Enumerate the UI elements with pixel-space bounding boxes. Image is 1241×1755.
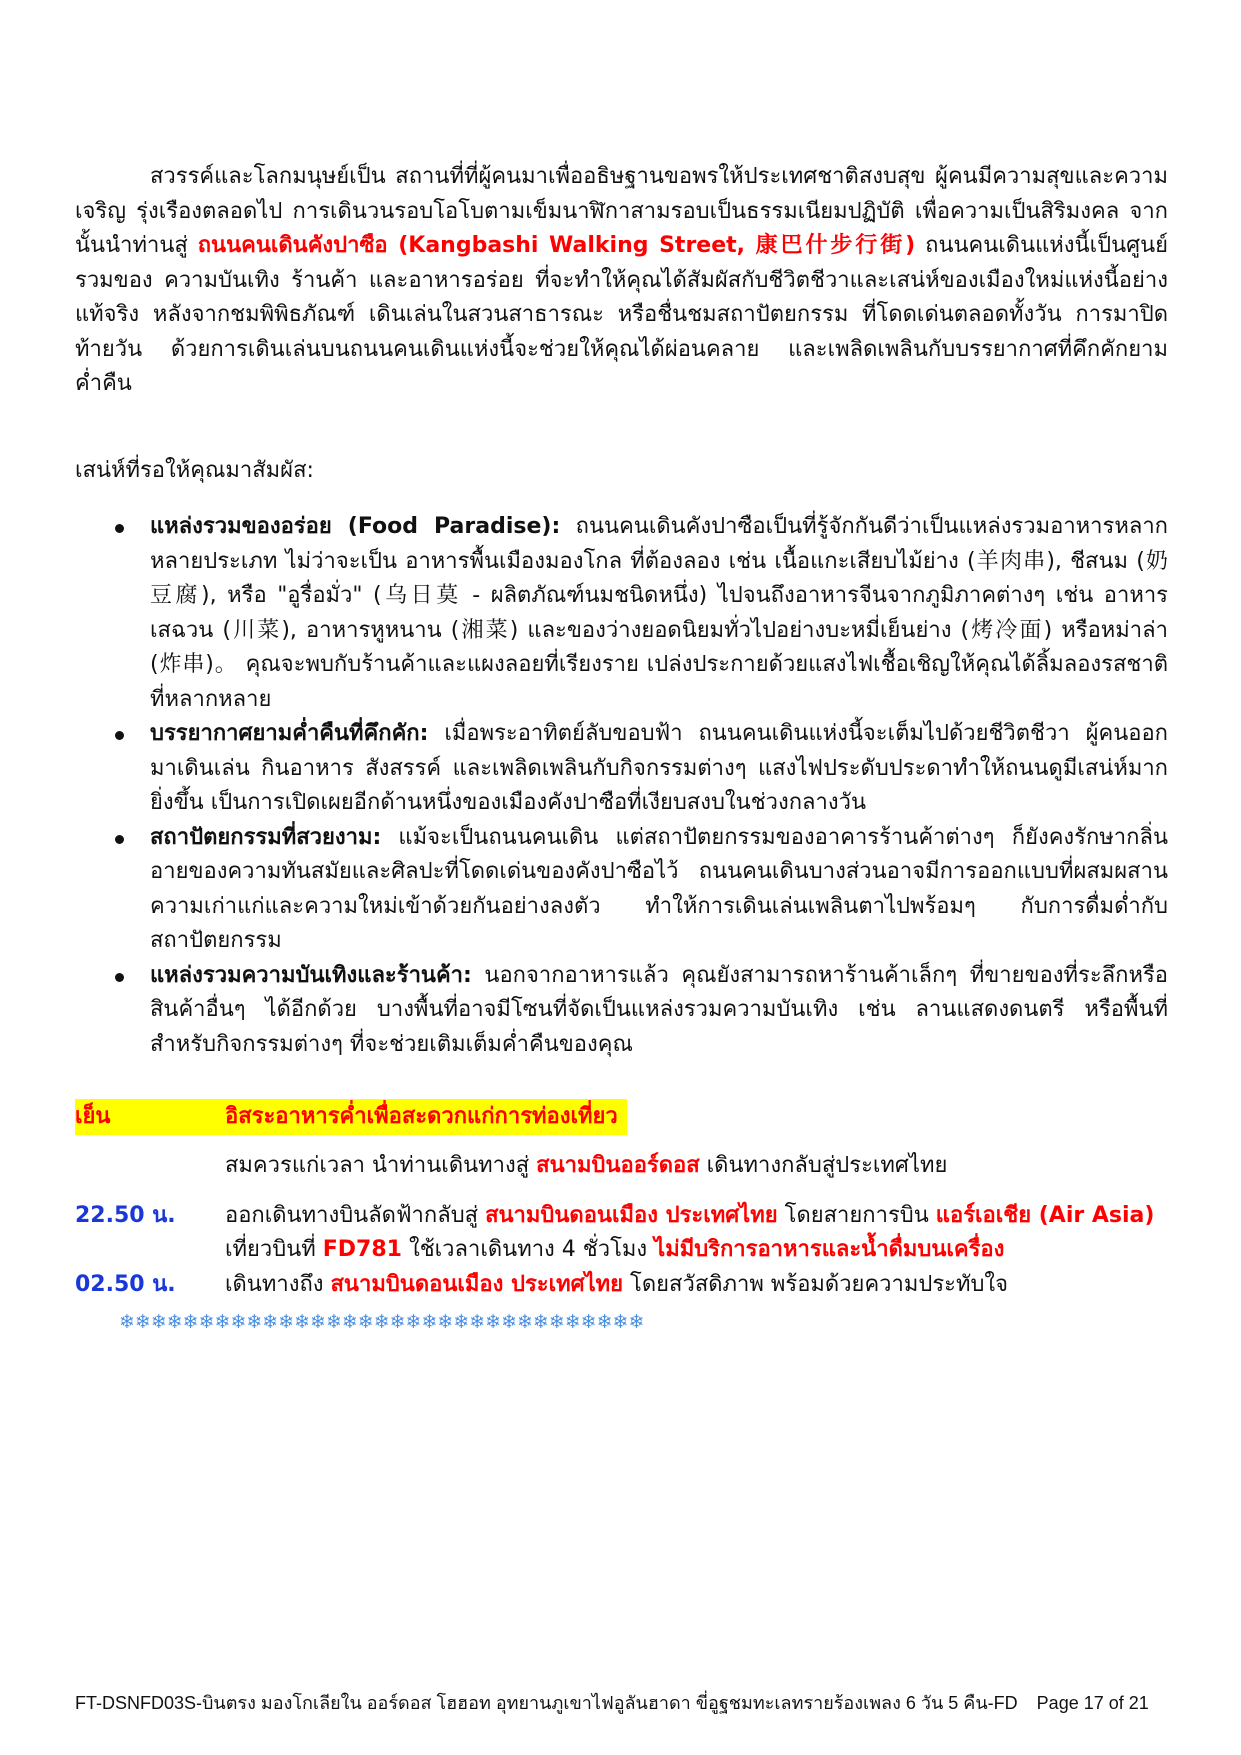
list-item	[75, 959, 1168, 1063]
departure-time: 22.50 น.	[75, 1203, 176, 1228]
no-meal-note: ไม่มีบริการอาหารและน้ำดื่มบนเครื่อง	[654, 1237, 1005, 1262]
departure-text: ออกเดินทางบินลัดฟ้ากลับสู่ สนามบินดอนเมือง ประเทศไทย โดยสายการบิน แอร์เอเชีย (Air Asia) เที่ยวบินที่ FD781 ใช้เวลาเดินทาง 4 ชั่วโมง ไม่มีบริการอาหารและน้ำดื่มบนเครื่อง	[225, 1203, 1155, 1262]
list-item	[75, 510, 1168, 717]
bullet-title: แหล่งรวมของอร่อย (Food Paradise):	[150, 514, 561, 539]
bullet-text: แม้จะเป็นถนนคนเดิน แต่สถาปัตยกรรมของอาคารร้านค้าต่างๆ ก็ยังคงรักษากลิ่นอายของความทันสมัยและศิลปะที่โดดเด่นของคังปาซือไว้ ถนนคนเดินบางส่วนอาจมีการออกแบบที่ผสมผสานความเก่าแก่และความใหม่เข้าด้วยกันอย่างลงตัว ทำให้การเดินเล่นเพลินตาไปพร้อมๆ กับการดื่มด่ำกับสถาปัตยกรรม	[150, 824, 1168, 953]
intro-paragraph	[75, 160, 1168, 402]
bullet-title: บรรยากาศยามค่ำคืนที่คึกคัก:	[150, 721, 429, 746]
bullet-text: เมื่อพระอาทิตย์ลับขอบฟ้า ถนนคนเดินแห่งนี้จะเต็มไปด้วยชีวิตชีวา ผู้คนออกมาเดินเล่น กินอาหาร สังสรรค์ และเพลิดเพลินกับกิจกรรมต่างๆ แสงไฟประดับประดาทำให้ถนนดูมีเสน่ห์มากยิ่งขึ้น เป็นการเปิดเผยอีกด้านหนึ่งของเมืองคังปาซือที่เงียบสงบในช่วงกลางวัน	[150, 721, 1168, 815]
page-number: Page 17 of 21	[1036, 1693, 1149, 1713]
flight-number: FD781	[322, 1237, 402, 1262]
airport-text: สมควรแก่เวลา นำท่านเดินทางสู่ สนามบินออร์ดอส เดินทางกลับสู่ประเทศไทย	[225, 1153, 948, 1178]
bullet-dot	[115, 731, 124, 740]
arrival-text: เดินทางถึง สนามบินดอนเมือง ประเทศไทย โดยสวัสดิภาพ พร้อมด้วยความประทับใจ	[225, 1272, 1009, 1297]
airline-name: แอร์เอเชีย (Air Asia)	[935, 1203, 1155, 1228]
ordos-airport: สนามบินออร์ดอส	[536, 1153, 700, 1178]
evening-banner	[75, 1099, 627, 1135]
footer-title: FT-DSNFD03S-บินตรง มองโกเลียใน ออร์ดอส โฮฮอท อุทยานภูเขาไฟอูลันฮาดา ขี่อูฐชมทะเลทรายร้องเพลง 6 วัน 5 คืน-FD	[75, 1693, 1018, 1713]
bullet-dot	[115, 524, 124, 533]
evening-label: เย็น	[75, 1104, 111, 1129]
arrival-airport: สนามบินดอนเมือง ประเทศไทย	[330, 1272, 624, 1297]
don-mueang-airport: สนามบินดอนเมือง ประเทศไทย	[485, 1203, 778, 1228]
bullet-dot	[115, 835, 124, 844]
bullet-dot	[115, 973, 124, 982]
evening-text: อิสระอาหารค่ำเพื่อสะดวกแก่การท่องเที่ยว	[225, 1104, 618, 1129]
bullet-text: นอกจากอาหารแล้ว คุณยังสามารถหาร้านค้าเล็กๆ ที่ขายของที่ระลึกหรือสินค้าอื่นๆ ได้อีกด้วย บางพื้นที่อาจมีโซนที่จัดเป็นแหล่งรวมความบันเทิง เช่น ลานแสดงดนตรี หรือพื้นที่สำหรับกิจกรรมต่างๆ ที่จะช่วยเติมเต็มค่ำคืนของคุณ	[150, 962, 1168, 1057]
list-item	[75, 821, 1168, 959]
bullet-title: แหล่งรวมความบันเทิงและร้านค้า:	[150, 962, 472, 988]
page-footer	[75, 1688, 1168, 1717]
intro-text-b: ถนนคนเดินแห่งนี้เป็นศูนย์รวมของ ความบันเทิง ร้านค้า และอาหารอร่อย ที่จะทำให้คุณได้สัมผัสกับชีวิตชีวาและเสน่ห์ของเมืองใหม่แห่งนี้อย่างแท้จริง หลังจากชมพิพิธภัณฑ์ เดินเล่นในสวนสาธารณะ หรือชื่นชมสถาปัตยกรรม ที่โดดเด่นตลอดทั้งวัน การมาปิดท้ายวัน ด้วยการเดินเล่นบนถนนคนเดินแห่งนี้จะช่วยให้คุณได้ผ่อนคลาย และเพลิดเพลินกับบรรยากาศที่คึกคักยามค่ำคืน	[75, 233, 1169, 396]
snowflake-divider-icon: ❄❄❄❄❄❄❄❄❄❄❄❄❄❄❄❄❄❄❄❄❄❄❄❄❄❄❄❄❄❄❄❄❄	[119, 1311, 645, 1333]
bullet-text: ถนนคนเดินคังปาซือเป็นที่รู้จักกันดีว่าเป็นแหล่งรวมอาหารหลากหลายประเภท ไม่ว่าจะเป็น อาหารพื้นเมืองมองโกล ที่ต้องลอง เช่น เนื้อแกะเสียบไม้ย่าง (羊肉串), ชีสนม (奶豆腐), หรือ "อูรื่อมั่ว" (乌日莫 - ผลิตภัณฑ์นมชนิดหนึ่ง) ไปจนถึงอาหารจีนจากภูมิภาคต่างๆ เช่น อาหารเสฉวน (川菜), อาหารหูหนาน (湘菜) และของว่างยอดนิยมทั่วไปอย่างบะหมี่เย็นย่าง (烤冷面) หรือหม่าล่า (炸串)。 คุณจะพบกับร้านค้าและแผงลอยที่เรียงราย เปล่งประกายด้วยแสงไฟเชื้อเชิญให้คุณได้ลิ้มลองรสชาติที่หลากหลาย	[150, 514, 1168, 712]
bullet-title: สถาปัตยกรรมที่สวยงาม:	[150, 824, 382, 850]
charm-list	[75, 510, 1168, 1062]
charm-lead: เสน่ห์ที่รอให้คุณมาสัมผัส:	[75, 458, 314, 483]
arrival-time: 02.50 น.	[75, 1272, 176, 1297]
list-item	[75, 717, 1168, 821]
intro-text-a: สวรรค์และโลกมนุษย์เป็น สถานที่ที่ผู้คนมาเพื่ออธิษฐานขอพรให้ประเทศชาติสงบสุข ผู้คนมีความสุขและความเจริญ รุ่งเรืองตลอดไป การเดินวนรอบโอโบตามเข็มนาฬิกาสามรอบเป็นธรรมเนียมปฏิบัติ เพื่อความเป็นสิริมงคล จากนั้นนำท่านสู่	[75, 164, 1168, 258]
walking-street-highlight: ถนนคนเดินคังปาซือ (Kangbashi Walking Street, 康巴什步行街)	[197, 233, 916, 258]
